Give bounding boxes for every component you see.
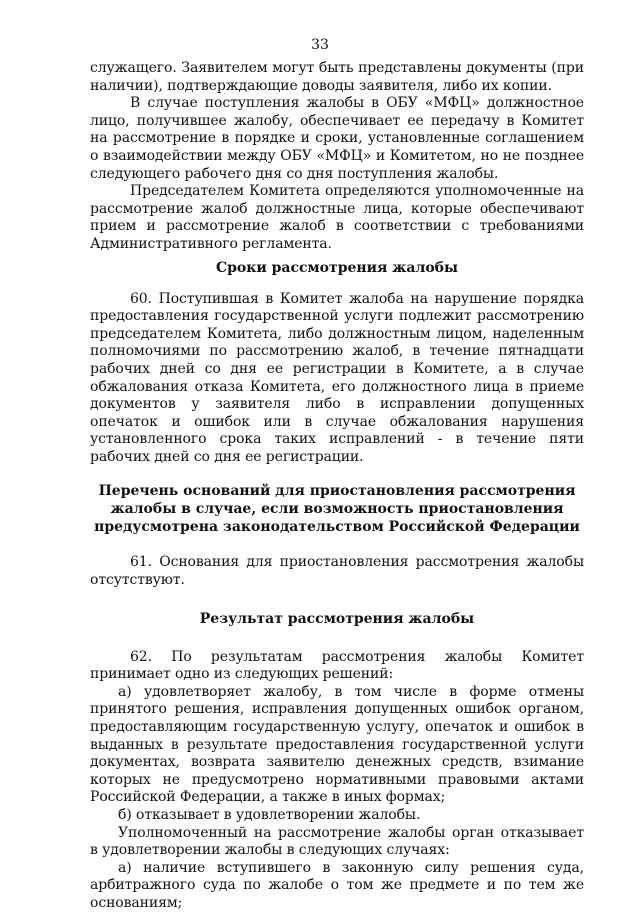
paragraph-61: 61. Основания для приостановления рассмотрения жалобы отсутствуют.	[90, 554, 584, 589]
page-content	[90, 60, 584, 913]
paragraph-continuation: служащего. Заявителем могут быть представлены документы (при наличии), подтверждающие доводы заявителя, либо их копии.	[90, 60, 584, 94]
paragraph-62: 62. По результатам рассмотрения жалобы Комитет принимает одно из следующих решений:	[90, 648, 584, 683]
paragraph-mfc-transfer: В случае поступления жалобы в ОБУ «МФЦ» должностное лицо, получившее жалобу, обеспечивает ее передачу в Комитет на рассмотрение в порядке и сроки, установленные соглашением о взаимодействии между ОБУ «МФЦ» и Комитетом, но не позднее следующего рабочего дня со дня поступления жалобы.	[90, 95, 584, 182]
paragraph-refusal-a: а) наличие вступившего в законную силу решения суда, арбитражного суда по жалобе о том же предмете и по тем же основаниям;	[90, 859, 584, 911]
paragraph-60: 60. Поступившая в Комитет жалоба на нарушение порядка предоставления государственной услуги подлежит рассмотрению председателем Комитета, либо должностным лицом, наделенным полномочиями по рассмотрению жалоб, в течение пятнадцати рабочих дней со дня ее регистрации в Комитете, а в случае обжалования отказа Комитета, его должностного лица в приеме документов у заявителя либо в исправлении допущенных опечаток и ошибок или в случае обжалования нарушения установленного срока таких исправлений - в течение пяти рабочих дней со дня ее регистрации.	[90, 290, 584, 465]
heading-complaint-terms: Сроки рассмотрения жалобы	[215, 259, 459, 276]
paragraph-refusal-cases: Уполномоченный на рассмотрение жалобы орган отказывает в удовлетворении жалобы в следующих случаях:	[90, 824, 584, 859]
heading-complaint-result: Результат рассмотрения жалобы	[199, 610, 475, 627]
paragraph-authorized-officials: Председателем Комитета определяются уполномоченные на рассмотрение жалоб должностные лица, которые обеспечивают прием и рассмотрение жалоб в соответствии с требованиями Административного регламента.	[90, 183, 584, 252]
heading-suspension-grounds: Перечень оснований для приостановления рассмотрения жалобы в случае, если возможность приостановления предусмотрена законодательством Российской Федерации	[94, 483, 580, 536]
paragraph-62-b: б) отказывает в удовлетворении жалобы.	[118, 807, 421, 823]
paragraph-62-a: а) удовлетворяет жалобу, в том числе в форме отмены принятого решения, исправления допущенных ошибок органом, предоставляющим государственную услугу, опечаток и ошибок в выданных в результате предоставления государственной услуги документах, возврата заявителю денежных средств, взимание которых не предусмотрено нормативными правовыми актами Российской Федерации, а также в иных формах;	[90, 683, 584, 806]
page-number: 33	[311, 37, 329, 53]
